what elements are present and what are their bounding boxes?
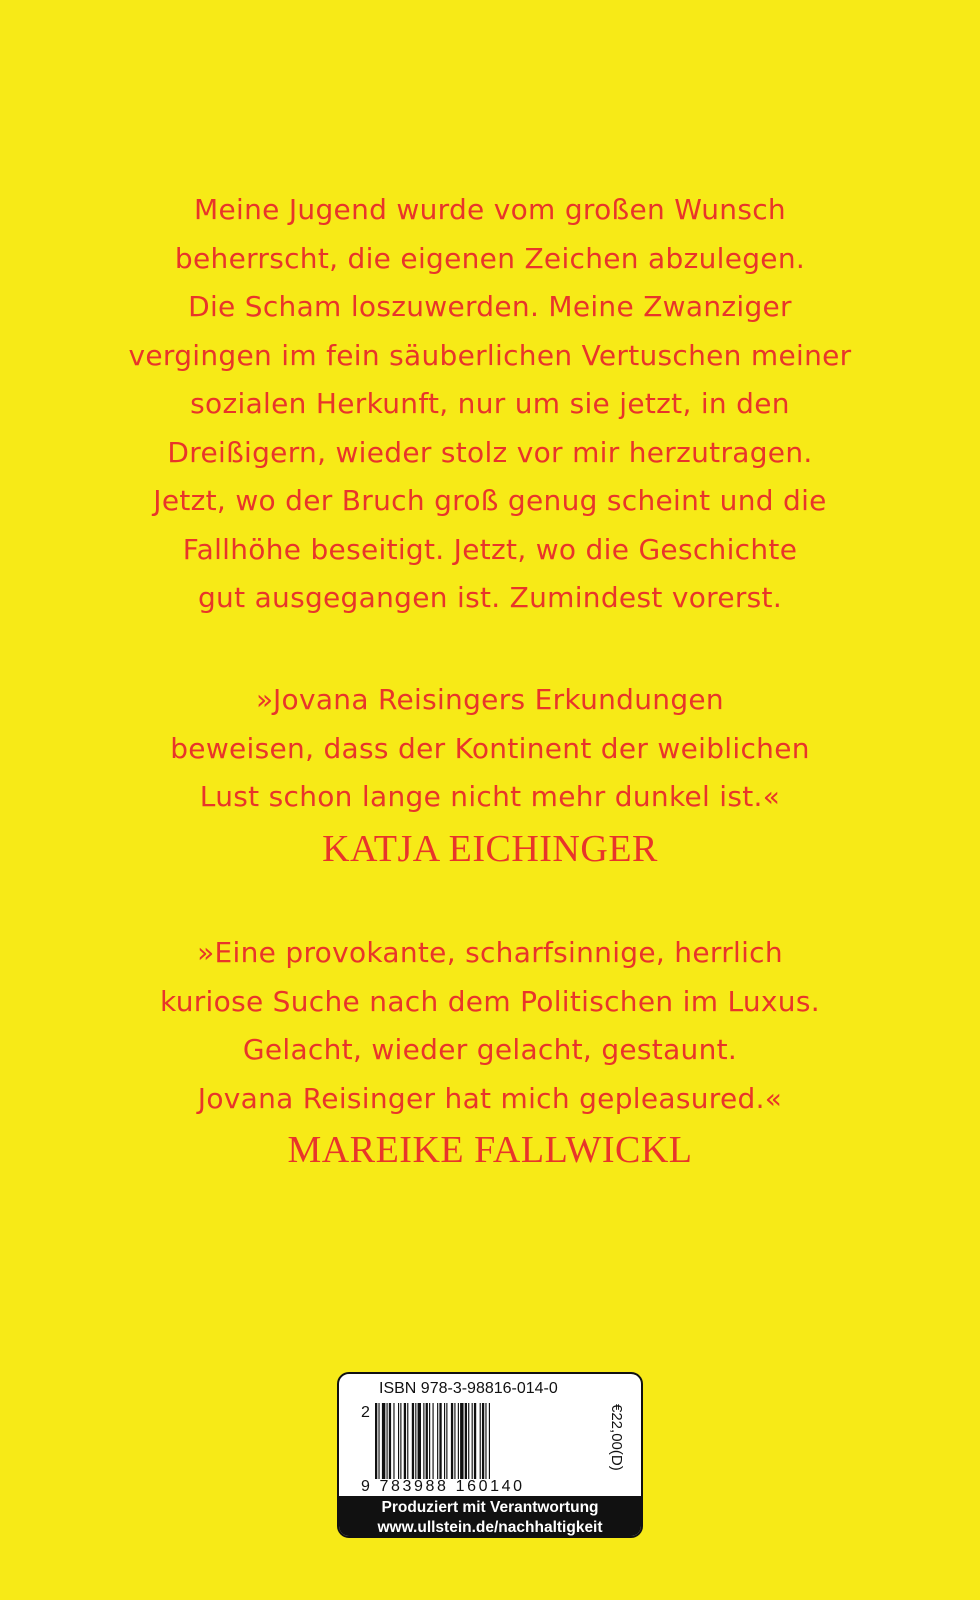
- barcode-bar: [387, 1403, 388, 1479]
- barcode-bar: [474, 1403, 476, 1479]
- quote-author: KATJA EICHINGER: [322, 827, 658, 870]
- quote-line: kuriose Suche nach dem Politischen im Luxus.: [160, 984, 820, 1018]
- barcode-bar: [433, 1403, 434, 1479]
- blurb-text: [40, 186, 940, 623]
- blurb-line: Jetzt, wo der Bruch groß genug scheint und die: [153, 484, 827, 517]
- barcode-bar: [458, 1403, 459, 1479]
- barcode-bar: [489, 1403, 490, 1479]
- barcode-bar: [444, 1403, 445, 1479]
- barcode-bar: [446, 1403, 447, 1479]
- barcode-bar: [451, 1403, 453, 1479]
- review-quote-2: [40, 929, 940, 1177]
- sustainability-line: Produziert mit Verantwortung: [381, 1499, 599, 1516]
- barcode-bar: [412, 1403, 414, 1479]
- barcode-bar: [437, 1403, 438, 1479]
- blurb-line: sozialen Herkunft, nur um sie jetzt, in den: [190, 387, 790, 420]
- blurb-line: Fallhöhe beseitigt. Jetzt, wo die Geschichte: [182, 532, 798, 566]
- blurb-line: Meine Jugend wurde vom großen Wunsch: [194, 193, 786, 226]
- barcode-bar: [482, 1403, 484, 1479]
- quote-line: »Jovana Reisingers Erkundungen: [256, 683, 724, 716]
- barcode-bar: [375, 1403, 377, 1479]
- price-text: €22,00(D): [608, 1404, 625, 1471]
- barcode-bar: [418, 1403, 421, 1479]
- barcode-bar: [465, 1403, 467, 1479]
- barcode-bar: [393, 1403, 394, 1479]
- quote-line: Gelacht, wieder gelacht, gestaunt.: [242, 1033, 738, 1066]
- barcode-bar: [460, 1403, 463, 1479]
- barcode-bar: [423, 1403, 424, 1479]
- barcode-bar: [429, 1403, 430, 1479]
- barcode-bar: [485, 1403, 486, 1479]
- isbn-text: ISBN 978-3-98816-014-0: [379, 1380, 558, 1397]
- barcode-bar: [468, 1403, 469, 1479]
- blurb-line: Die Scham loszuwerden. Meine Zwanziger: [188, 290, 792, 323]
- quote-author: MAREIKE FALLWICKL: [287, 1129, 693, 1171]
- barcode-bar: [439, 1403, 441, 1479]
- barcode-bar: [400, 1403, 401, 1479]
- barcode-bar: [426, 1403, 428, 1479]
- blurb-line: gut ausgegangen ist. Zumindest vorerst.: [197, 581, 783, 614]
- barcode-bar: [472, 1403, 473, 1479]
- barcode-bar: [404, 1403, 406, 1479]
- quote-line: beweisen, dass der Kontinent der weiblichen: [170, 731, 810, 765]
- blurb-line: beherrscht, die eigenen Zeichen abzulegen.: [174, 241, 806, 275]
- quote-line: »Eine provokante, scharfsinnige, herrlich: [197, 936, 783, 969]
- barcode-bar: [389, 1403, 391, 1479]
- barcode-digits: 9 783988 160140: [361, 1478, 525, 1495]
- barcode-left-digit: 2: [361, 1404, 370, 1421]
- blurb-line: vergingen im fein säuberlichen Vertuschen meiner: [128, 338, 852, 372]
- quote-line: Lust schon lange nicht mehr dunkel ist.«: [199, 780, 781, 813]
- barcode-bars: [375, 1403, 601, 1479]
- barcode-label: [337, 1372, 643, 1538]
- barcode-bar: [454, 1403, 455, 1479]
- review-quote-1: [40, 676, 940, 876]
- blurb-line: Dreißigern, wieder stolz vor mir herzutragen.: [167, 435, 813, 469]
- barcode-bar: [415, 1403, 416, 1479]
- barcode-bar: [398, 1403, 399, 1479]
- barcode-bar: [480, 1403, 481, 1479]
- quote-line: Jovana Reisinger hat mich gepleasured.«: [197, 1081, 783, 1115]
- sustainability-url: www.ullstein.de/nachhaltigkeit: [377, 1519, 603, 1536]
- barcode-bar: [382, 1403, 385, 1479]
- barcode-bar: [378, 1403, 379, 1479]
- barcode-bar: [407, 1403, 408, 1479]
- sustainability-banner: [339, 1496, 641, 1538]
